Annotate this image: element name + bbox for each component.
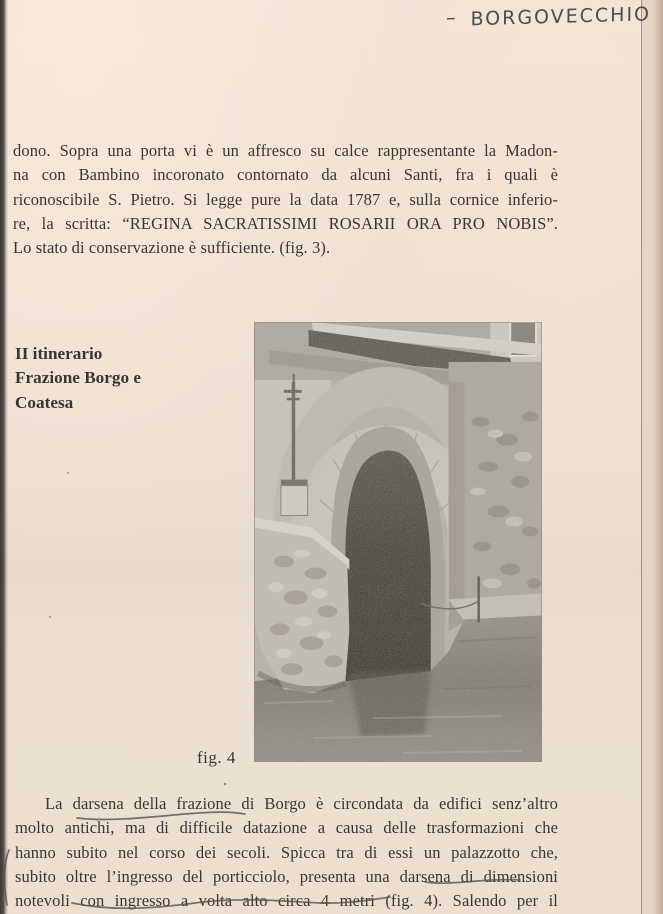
heading-line: Coatesa	[15, 392, 74, 412]
annotation-text: BORGOVECCHIO	[470, 3, 652, 31]
darsena-photo-graphic	[254, 322, 542, 762]
handwritten-annotation	[446, 3, 661, 31]
paragraph-bottom	[15, 792, 558, 913]
text-line: molto antichi, ma di difficile datazione a causa delle trasformazioni che	[15, 818, 558, 838]
text-line: riconoscibile S. Pietro. Si legge pure la data 1787 e, sulla cornice inferio-	[13, 189, 558, 209]
text-line: hanno subito nel corso dei secoli. Spicca tra di essi un palazzotto che,	[15, 842, 558, 862]
text-line: subito oltre l’ingresso del porticciolo, presenta una darsena di dimensioni	[15, 866, 558, 886]
itinerary-heading	[15, 342, 235, 415]
pen-dot	[224, 783, 227, 786]
annotation-dash: –	[445, 6, 458, 30]
text-line: Lo stato di conservazione è sufficiente. (fig. 3).	[13, 238, 331, 258]
figure-photo	[254, 322, 542, 762]
dust-speck	[67, 472, 69, 474]
text-line: notevoli con ingresso a volta alto circa 4 metri (fig. 4). Salendo per il	[15, 891, 558, 911]
text-line: na con Bambino incoronato contornato da alcuni Santi, fra i quali è	[13, 165, 558, 185]
dust-speck	[49, 616, 51, 618]
text-line: dono. Sopra una porta vi è un affresco su calce rappresentante la Madon-	[13, 141, 558, 160]
heading-line: Frazione Borgo e	[15, 368, 142, 388]
page-gutter-shadow	[0, 0, 8, 914]
paragraph-top	[13, 139, 558, 260]
page-right-edge	[641, 0, 663, 914]
photo-grain	[254, 322, 542, 762]
heading-line: II itinerario	[15, 344, 103, 363]
text-line: re, la scritta: “REGINA SACRATISSIMI ROSARII ORA PRO NOBIS”.	[13, 213, 558, 233]
figure-caption: fig. 4	[197, 748, 236, 767]
text-line: La darsena della frazione di Borgo è circondata da edifici senz’altro	[45, 794, 558, 813]
